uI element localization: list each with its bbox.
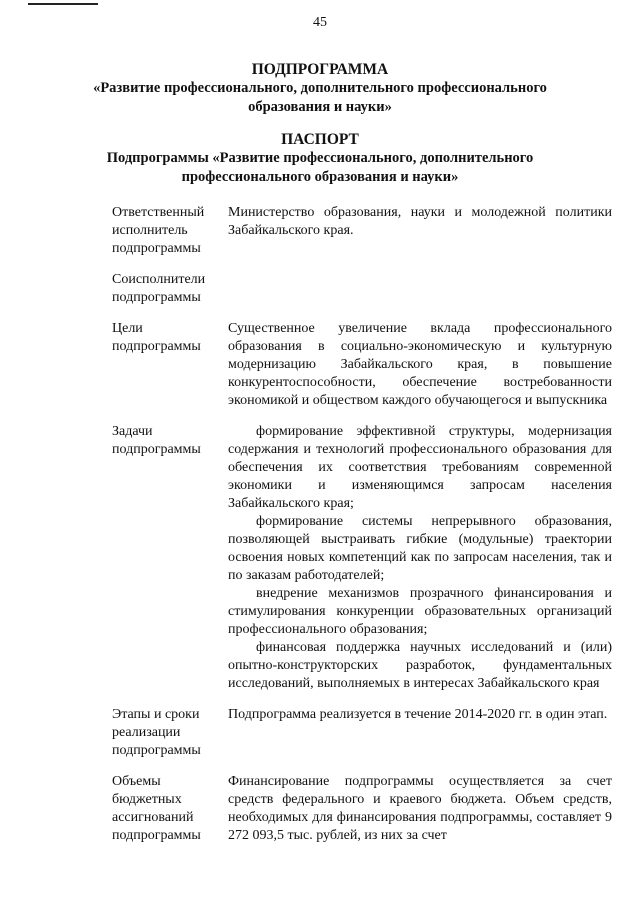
task-item: финансовая поддержка научных исследований и (или) опытно-конструкторских разработок, фундаментальных исследований, выполняемых в интересах Забайкальского края: [228, 640, 612, 691]
task-item: формирование системы непрерывного образования, позволяющей выстраивать гибкие (модульные) траектории освоения новых компетенций как по запросам населения, так и по заказам работодателей;: [228, 514, 612, 583]
row-value: Существенное увеличение вклада профессионального образования в социально-экономическую и культурную модернизацию Забайкальского края, в повышение конкурентоспособности, обеспечение востребованности экономикой и обществом каждого обучающегося и выпускника: [228, 321, 612, 408]
row-value: Финансирование подпрограммы осуществляется за счет средств федерального и краевого бюджета. Объем средств, необходимых для финансирования подпрограммы, составляет 9 272 093,5 тыс. рублей, из них за счет: [228, 774, 612, 843]
subprogram-title: [0, 60, 640, 117]
row-stages: [112, 706, 612, 760]
row-goals: [112, 320, 612, 410]
top-rule: [28, 3, 98, 5]
subprogram-title-line1: ПОДПРОГРАММА: [251, 61, 389, 78]
task-item: формирование эффективной структуры, модернизация содержания и технологий профессионального образования для обеспечения их соответствия требованиям современной экономики и изменяющимся запросам населения Забайкальского края;: [228, 424, 612, 511]
row-executor: [112, 204, 612, 258]
row-label: Задачи подпрограммы: [112, 424, 201, 457]
passport-heading-block: [0, 130, 640, 187]
task-item: внедрение механизмов прозрачного финансирования и стимулирования конкуренции образовательных организаций профессионального образования;: [228, 586, 612, 637]
row-funding: [112, 773, 612, 845]
row-coexecutors: [112, 271, 612, 307]
row-value: [228, 271, 612, 307]
row-value: [228, 423, 612, 693]
row-label: Цели подпрограммы: [112, 321, 201, 354]
row-label: Этапы и сроки реализации подпрограммы: [112, 707, 201, 758]
page-number: 45: [313, 15, 327, 30]
row-value: Министерство образования, науки и молодежной политики Забайкальского края.: [228, 205, 612, 238]
passport-heading: ПАСПОРТ: [281, 131, 359, 148]
row-label: Ответственный исполнитель подпрограммы: [112, 205, 205, 256]
passport-subtitle-line1: Подпрограммы «Развитие профессионального, дополнительного: [106, 150, 534, 166]
row-tasks: [112, 423, 612, 693]
passport-table: [112, 204, 612, 845]
passport-subtitle-line2: профессионального образования и науки»: [181, 169, 459, 185]
subprogram-title-line2: «Развитие профессионального, дополнительного профессионального: [93, 80, 547, 96]
row-label: Объемы бюджетных ассигнований подпрограммы: [112, 774, 201, 843]
subprogram-title-line3: образования и науки»: [248, 99, 392, 115]
row-label: Соисполнители подпрограммы: [112, 272, 206, 305]
row-value: Подпрограмма реализуется в течение 2014-2020 гг. в один этап.: [228, 707, 608, 722]
